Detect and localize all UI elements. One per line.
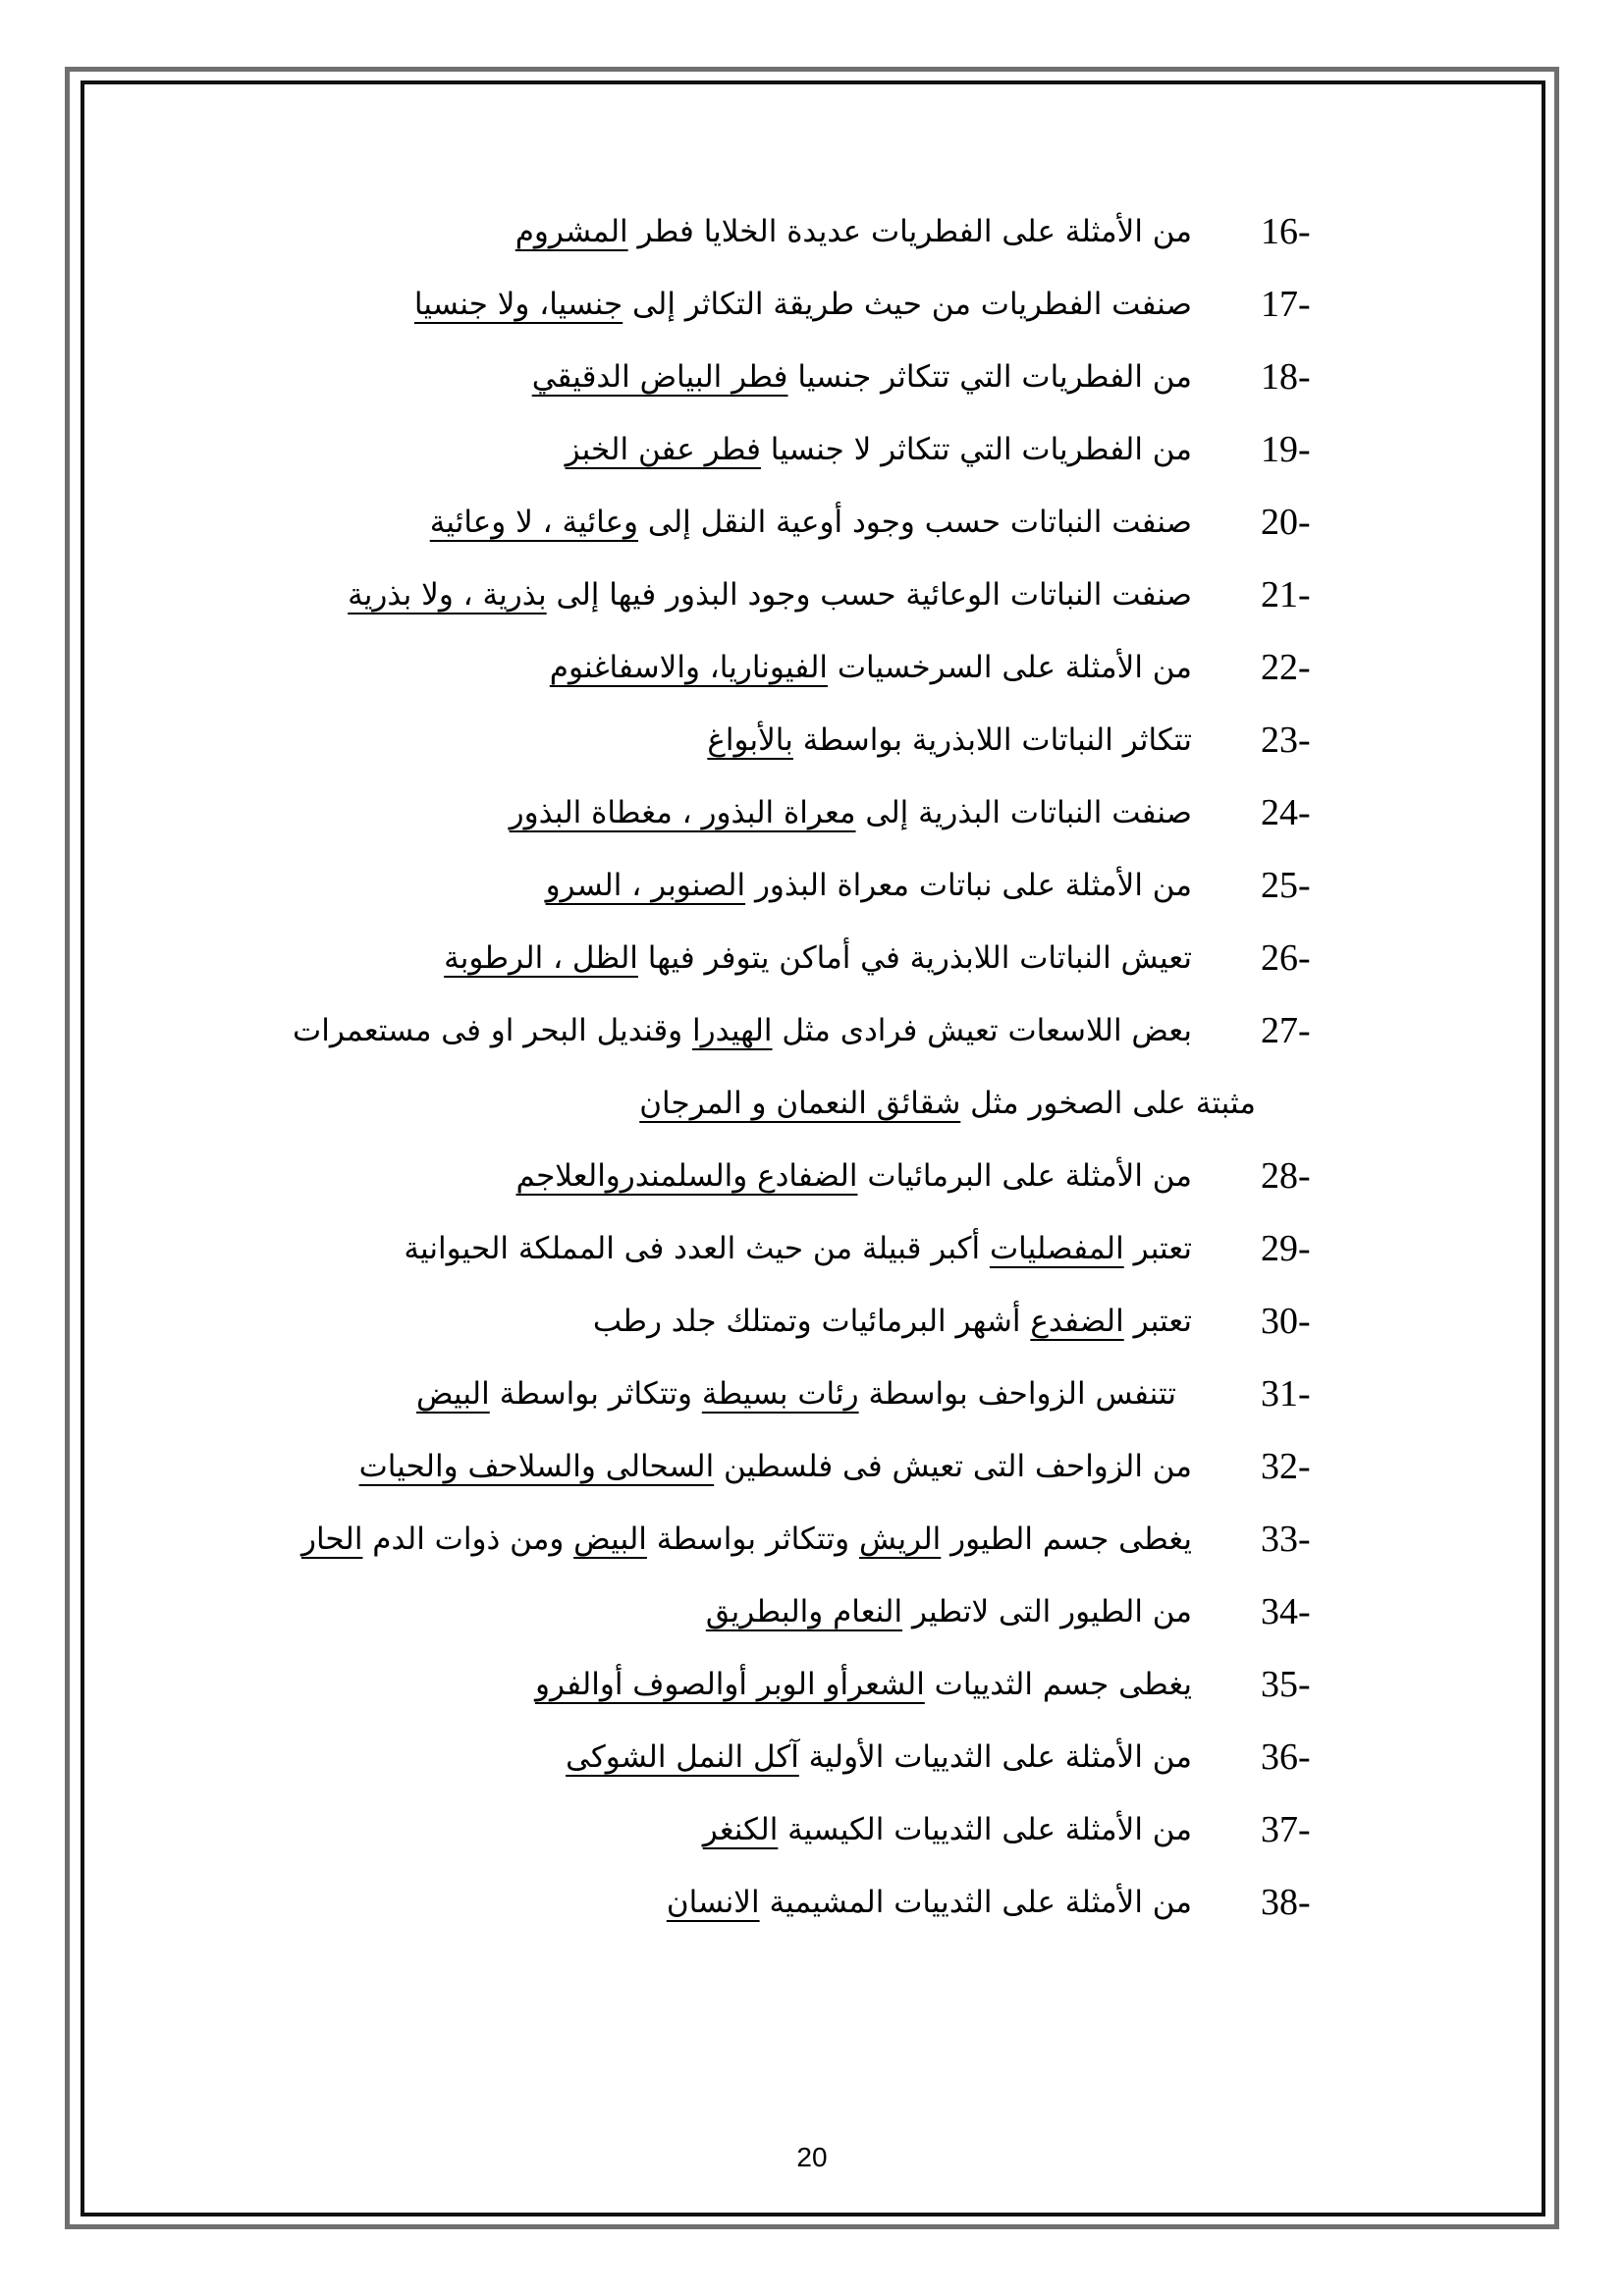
list-item-continuation [639,1079,1256,1128]
item-answer: بالأبواغ [707,722,793,758]
item-answer: الظل ، الرطوبة [444,940,638,976]
item-number: 33- [1261,1519,1311,1560]
item-text: من الأمثلة على الفطريات عديدة الخلايا فطر [627,214,1192,249]
page-number: 20 [796,2142,828,2172]
item-number: 17- [1261,284,1311,325]
list-item [301,1515,1192,1564]
item-text-continued: وقنديل البحر او فى مستعمرات [293,1013,692,1048]
item-answer: رئات بسيطة [701,1376,859,1412]
item-number: 36- [1261,1736,1311,1778]
item-answer: الانسان [666,1885,760,1920]
list-item [593,1297,1192,1346]
item-number: 30- [1261,1301,1311,1342]
item-answer: الكنغر [702,1812,779,1847]
item-text: من الأمثلة على الثدييات المشيمية [759,1885,1192,1920]
item-text: من الأمثلة على البرمائيات [857,1158,1192,1194]
item-number: 35- [1261,1664,1311,1705]
item-number: 34- [1261,1591,1311,1632]
list-item [293,1006,1192,1055]
list-item [550,643,1192,692]
item-number: 31- [1261,1373,1311,1415]
item-answer-2: البيض [573,1522,647,1557]
list-item [515,207,1192,256]
item-number: 18- [1261,356,1311,398]
list-item [703,1805,1192,1854]
list-item [566,1733,1192,1782]
continuation-text: مثبتة على الصخور مثل [960,1086,1256,1121]
item-text: من الأمثلة على نباتات معراة البذور [745,868,1192,903]
item-text: يغطى جسم الثدييات [924,1667,1192,1702]
item-text-continued: أشهر البرمائيات وتمتلك جلد رطب [592,1304,1031,1339]
item-answer: المفصليات [989,1231,1124,1266]
item-text-continued: أكبر قبيلة من حيث العدد فى المملكة الحيوانية [404,1231,990,1266]
item-answer: المشروم [514,214,628,249]
item-answer: الضفادع والسلمندروالعلاجم [515,1158,858,1194]
list-item [444,934,1192,983]
item-answer: وعائية ، لا وعائية [429,505,639,540]
item-answer: الشعرأو الوبر أوالصوف أوالفرو [535,1667,925,1702]
list-item [510,788,1192,837]
item-number: 19- [1261,429,1311,470]
item-text: تتكاثر النباتات اللابذرية بواسطة [792,722,1192,758]
item-answer: الهيدرا [691,1013,773,1048]
item-text-continued-2: ومن ذوات الدم [362,1522,574,1557]
item-answer-2: البيض [415,1376,490,1412]
item-text: تعتبر [1123,1304,1192,1339]
item-answer: السحالى والسلاحف والحيات [358,1449,715,1484]
item-text: من الأمثلة على الثدييات الأولية [798,1739,1192,1775]
list-item [535,1660,1192,1709]
list-item [532,352,1192,401]
list-item [414,280,1192,329]
list-item [516,1151,1193,1201]
item-number: 29- [1261,1228,1311,1269]
item-answer: فطر البياض الدقيقي [531,359,788,395]
list-item [707,716,1192,765]
item-text: تعيش النباتات اللابذرية في أماكن يتوفر فيها [637,940,1192,976]
item-number: 37- [1261,1809,1311,1850]
item-answer-3: الحار [300,1522,363,1557]
item-text: من الزواحف التى تعيش فى فلسطين [714,1449,1192,1484]
item-number: 20- [1261,502,1311,543]
list-item [430,498,1192,547]
item-answer: الصنوبر ، السرو [545,868,746,903]
list-item [359,1442,1192,1491]
list-item [404,1224,1192,1273]
item-text: صنفت النباتات الوعائية حسب وجود البذور فيها إلى [546,577,1192,613]
item-number: 21- [1261,574,1311,615]
item-number: 28- [1261,1155,1311,1197]
item-text: بعض اللاسعات تعيش فرادى مثل [772,1013,1192,1048]
item-text: من الطيور التى لاتطير [902,1594,1192,1629]
item-text: من الفطريات التي تتكاثر لا جنسيا [760,432,1192,467]
item-text: صنفت النباتات حسب وجود أوعية النقل إلى [638,505,1192,540]
item-text: صنفت النباتات البذرية إلى [855,795,1192,830]
list-item [566,425,1192,474]
item-answer: الفيوناريا، والاسفاغنوم [549,650,829,685]
item-number: 16- [1261,211,1311,252]
list-item [416,1369,1176,1418]
item-text: تعتبر [1123,1231,1192,1266]
item-text: يغطى جسم الطيور [941,1522,1192,1557]
list-item [348,570,1192,619]
item-number: 38- [1261,1882,1311,1923]
item-number: 27- [1261,1010,1311,1051]
item-text-continued: وتتكاثر بواسطة [646,1522,859,1557]
item-number: 32- [1261,1446,1311,1487]
item-answer: جنسيا، ولا جنسيا [413,287,623,322]
item-answer: بذرية ، ولا بذرية [348,577,547,613]
item-number: 23- [1261,720,1311,761]
item-text: تتنفس الزواحف بواسطة [858,1376,1176,1412]
item-text: صنفت الفطريات من حيث طريقة التكاثر إلى [623,287,1192,322]
item-answer: فطر عفن الخبز [565,432,761,467]
item-number: 24- [1261,792,1311,833]
item-answer: آكل النمل الشوكى [566,1739,799,1775]
list-item [706,1587,1192,1636]
item-text: من الأمثلة على السرخسيات [828,650,1192,685]
item-number: 26- [1261,937,1311,979]
item-answer: الريش [858,1522,942,1557]
item-text-continued: وتتكاثر بواسطة [489,1376,702,1412]
continuation-answer: شقائق النعمان و المرجان [639,1086,961,1121]
item-number: 25- [1261,865,1311,906]
list-item [667,1878,1192,1927]
item-answer: الضفدع [1030,1304,1124,1339]
item-text: من الفطريات التي تتكاثر جنسيا [787,359,1192,395]
item-answer: معراة البذور ، مغطاة البذور [509,795,856,830]
item-number: 22- [1261,647,1311,688]
item-text: من الأمثلة على الثدييات الكيسية [778,1812,1192,1847]
item-answer: النعام والبطريق [705,1594,903,1629]
list-item [546,861,1192,910]
